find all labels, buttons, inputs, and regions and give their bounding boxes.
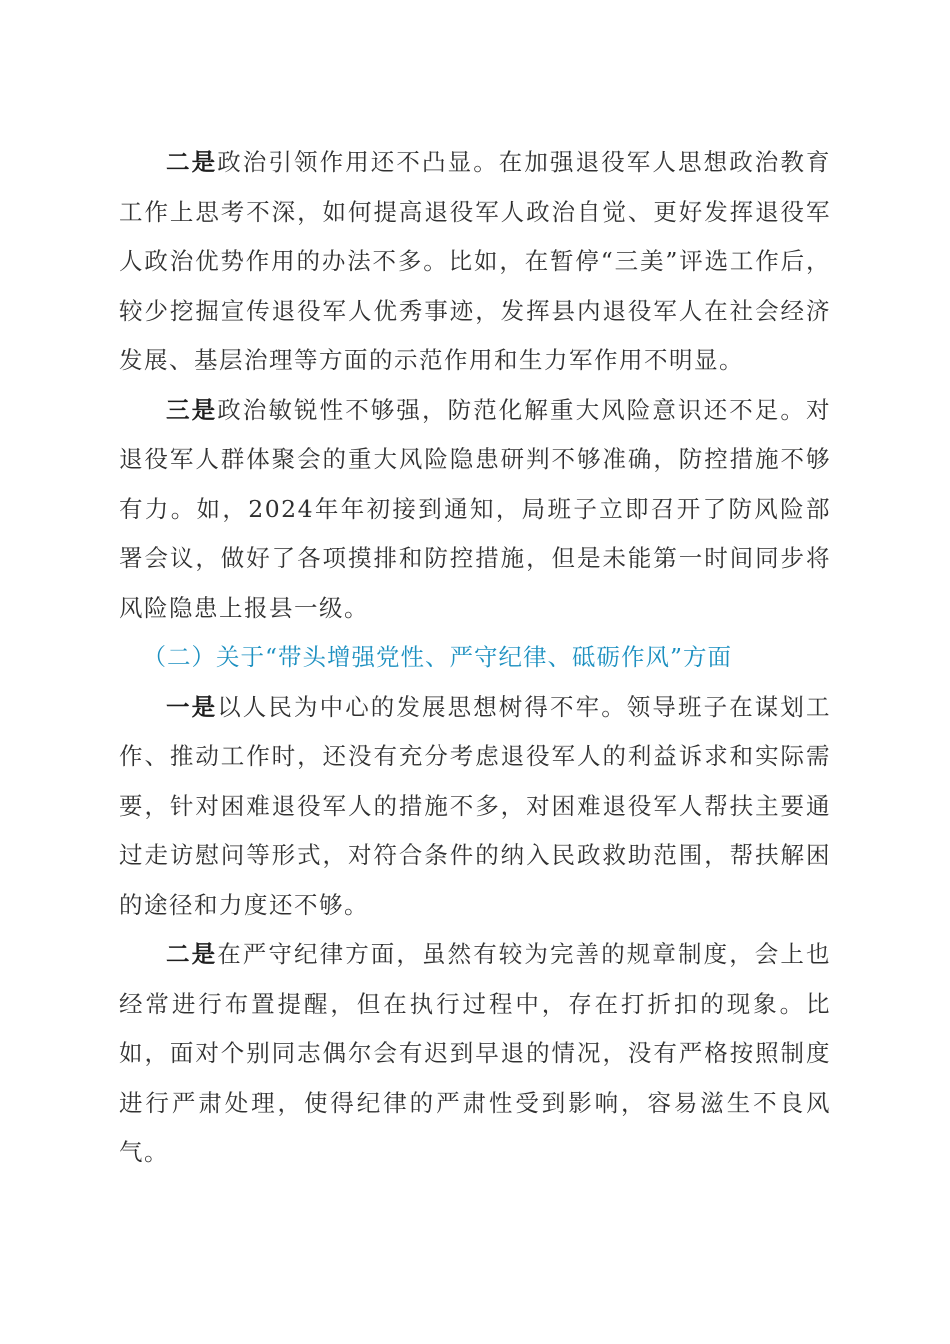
document-body xyxy=(119,138,831,1178)
paragraph-political-sensitivity xyxy=(119,386,831,634)
paragraph-people-centered xyxy=(119,683,831,931)
paragraph-text: 以人民为中心的发展思想树得不牢。领导班子在谋划工作、推动工作时，还没有充分考虑退役军人的利益诉求和实际需要，针对困难退役军人的措施不多，对困难退役军人帮扶主要通过走访慰问等形式，对符合条件的纳入民政救助范围，帮扶解困的途径和力度还不够。 xyxy=(119,692,832,919)
paragraph-lead: 二是 xyxy=(166,940,218,968)
section-heading: （二）关于“带头增强党性、严守纪律、砥砺作风”方面 xyxy=(142,643,733,671)
paragraph-discipline xyxy=(119,930,831,1178)
paragraph-lead: 一是 xyxy=(166,692,218,721)
paragraph-lead: 三是 xyxy=(166,395,218,424)
paragraph-text: 在严守纪律方面，虽然有较为完善的规章制度，会上也经常进行布置提醒，但在执行过程中，存在打折扣的现象。比如，面对个别同志偶尔会有迟到早退的情况，没有严格按照制度进行严肃处理，使得纪律的严肃性受到影响，容易滋生不良风气。 xyxy=(119,940,832,1166)
paragraph-lead: 二是 xyxy=(166,148,218,176)
paragraph-text: 政治敏锐性不够强，防范化解重大风险意识还不足。对退役军人群体聚会的重大风险隐患研判不够准确，防控措施不够有力。如，2024年年初接到通知，局班子立即召开了防风险部署会议，做好了各项摸排和防控措施，但是未能第一时间同步将风险隐患上报县一级。 xyxy=(119,395,832,622)
paragraph-political-leadership xyxy=(119,138,831,386)
paragraph-text: 政治引领作用还不凸显。在加强退役军人思想政治教育工作上思考不深，如何提高退役军人政治自觉、更好发挥退役军人政治优势作用的办法不多。比如，在暂停“三美”评选工作后，较少挖掘宣传退役军人优秀事迹，发挥县内退役军人在社会经济发展、基层治理等方面的示范作用和生力军作用不明显。 xyxy=(119,148,832,374)
